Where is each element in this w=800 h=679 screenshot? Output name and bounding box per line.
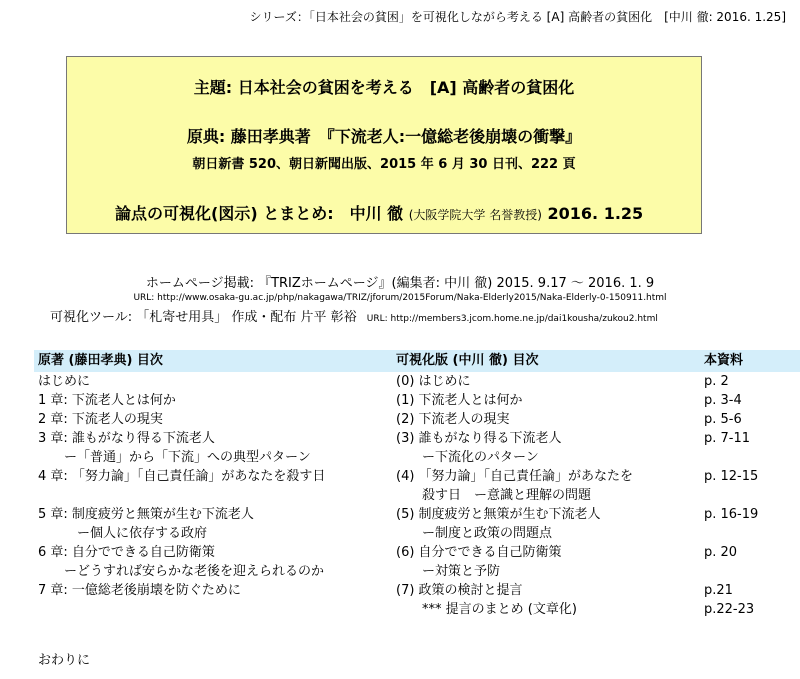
toc-row	[34, 391, 800, 410]
vis-cell	[396, 581, 577, 619]
page-cell: p. 7-11	[704, 431, 751, 446]
summary-line	[115, 201, 643, 224]
orig-cell: 7 章: 一億総老後崩壊を防ぐために	[38, 583, 241, 598]
toc-row	[34, 581, 800, 619]
vis-cell	[396, 505, 601, 543]
page-cell: p. 2	[704, 374, 729, 389]
toc-row	[34, 543, 800, 581]
page-cell: p. 3-4	[704, 393, 742, 408]
toc-row	[34, 505, 800, 543]
homepage-info: ホームページ掲載: 『TRIZホームページ』(編集者: 中川 徹) 2015. 9.17 ～ 2016. 1. 9	[145, 276, 655, 291]
page-cell: p. 12-15	[704, 469, 759, 484]
series-header: シリーズ：「日本社会の貧困」を可視化しながら考える [A] 高齢者の貧困化 [中川 徹: 2016. 1.25]	[249, 10, 786, 24]
header-pages: 本資料	[704, 353, 744, 368]
toc-row	[34, 410, 800, 429]
vis-line: (4) 「努力論」「自己責任論」があなたを	[396, 469, 634, 484]
vis-cell: (1) 下流老人とは何か	[396, 393, 523, 408]
vis-cell	[396, 429, 562, 467]
tool-info	[50, 306, 658, 325]
page-cell: p. 20	[704, 545, 738, 560]
vis-cell: (0) はじめに	[396, 374, 471, 389]
tool-label: 可視化ツール: 「札寄せ用具」 作成・配布 片平 彰裕	[50, 310, 357, 325]
summary-date: 2016. 1.25	[547, 204, 644, 223]
vis-cell	[396, 543, 562, 581]
title-box	[66, 56, 702, 234]
orig-line: 6 章: 自分でできる自己防衛策	[38, 545, 215, 560]
orig-subline: ー「普通」から「下流」への典型パターン	[38, 450, 311, 465]
closing-item: おわりに	[38, 653, 91, 668]
orig-line: 5 章: 制度疲労と無策が生む下流老人	[38, 507, 254, 522]
homepage-url[interactable]: URL: http://www.osaka-gu.ac.jp/php/nakagawa/TRIZ/jforum/2015Forum/Naka-Elderly2015/Naka-Elderly-0-150911.html	[133, 293, 667, 303]
vis-line: (7) 政策の検討と提言	[396, 583, 523, 598]
vis-cell	[396, 467, 633, 505]
vis-line: (3) 誰もがなり得る下流老人	[396, 431, 562, 446]
page-cell: p. 16-19	[704, 507, 759, 522]
toc-row	[34, 372, 800, 391]
toc-header	[34, 350, 800, 372]
page-cell: p. 5-6	[704, 412, 742, 427]
orig-cell	[38, 505, 254, 543]
orig-cell: はじめに	[38, 374, 91, 389]
vis-subline: 殺す日 ー意識と理解の問題	[396, 488, 592, 503]
toc-row	[34, 467, 800, 505]
orig-cell: 2 章: 下流老人の現実	[38, 412, 163, 427]
source-line: 原典: 藤田孝典著 『下流老人:一億総老後崩壊の衝撃』	[186, 127, 582, 146]
vis-cell: (2) 下流老人の現実	[396, 412, 510, 427]
orig-subline: ーどうすれば安らかな老後を迎えられるのか	[38, 564, 325, 579]
summary-affiliation: (大阪学院大学 名誉教授)	[408, 208, 542, 222]
page-line: p.21	[704, 583, 733, 598]
orig-cell	[38, 429, 311, 467]
vis-subline: *** 提言のまとめ (文章化)	[396, 602, 577, 617]
vis-line: (6) 自分でできる自己防衛策	[396, 545, 562, 560]
orig-cell	[38, 543, 324, 581]
vis-subline: ー下流化のパターン	[396, 450, 539, 465]
header-original: 原著 (藤田孝典) 目次	[38, 353, 163, 368]
orig-cell: 4 章: 「努力論」「自己責任論」があなたを殺す日	[38, 469, 326, 484]
vis-subline: ー制度と政策の問題点	[396, 526, 553, 541]
page-cell	[704, 581, 754, 619]
tool-url[interactable]: URL: http://members3.jcom.home.ne.jp/dai1kousha/zukou2.html	[366, 314, 658, 324]
toc-table	[34, 350, 800, 619]
theme-line: 主題: 日本社会の貧困を考える [A] 高齢者の貧困化	[193, 78, 575, 97]
orig-cell: 1 章: 下流老人とは何か	[38, 393, 176, 408]
page-subline: p.22-23	[704, 602, 755, 617]
toc-row	[34, 429, 800, 467]
header-visualized: 可視化版 (中川 徹) 目次	[396, 353, 539, 368]
orig-line: 3 章: 誰もがなり得る下流老人	[38, 431, 215, 446]
vis-line: (5) 制度疲労と無策が生む下流老人	[396, 507, 601, 522]
summary-main: 論点の可視化(図示) とまとめ: 中川 徹	[115, 204, 404, 223]
orig-subline: ー個人に依存する政府	[38, 526, 208, 541]
publication-line: 朝日新書 520、朝日新聞出版、2015 年 6 月 30 日刊、222 頁	[192, 157, 576, 172]
vis-subline: ー対策と予防	[396, 564, 501, 579]
